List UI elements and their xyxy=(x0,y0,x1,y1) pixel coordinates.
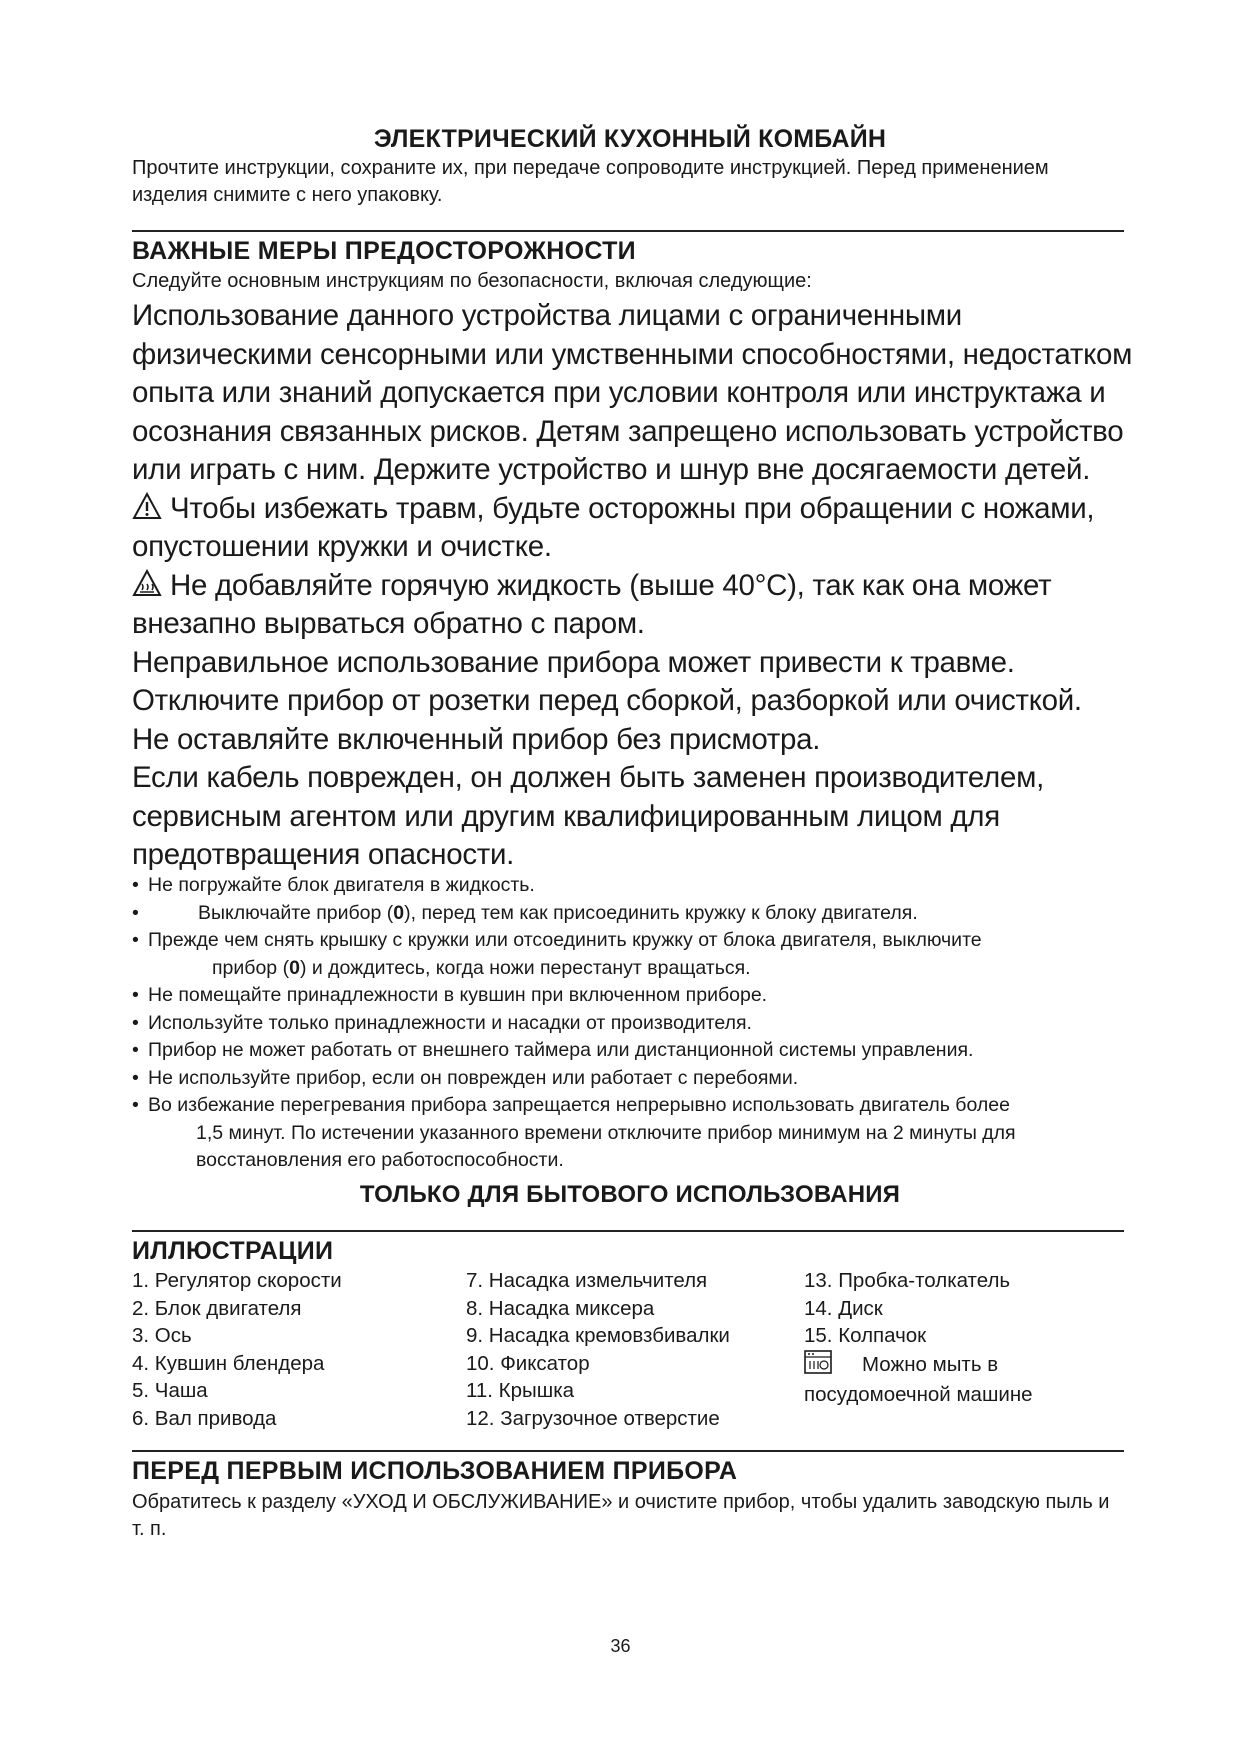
bullet-text: Во избежание перегревания прибора запрещается непрерывно использовать двигатель более xyxy=(148,1094,1010,1116)
safety-bullet-list xyxy=(132,872,1122,1175)
first-use-text: Обратитесь к разделу «УХОД И ОБСЛУЖИВАНИЕ» и очистите прибор, чтобы удалить заводскую пыль и т. п. xyxy=(132,1491,1110,1540)
list-item: • Не помещайте принадлежности в кувшин при включенном приборе. xyxy=(132,982,1122,1010)
list-item: 5. Чаша xyxy=(132,1379,208,1402)
safety-paragraph: Отключите прибор от розетки перед сборкой, разборкой или очисткой. xyxy=(132,684,1082,717)
dishwasher-note xyxy=(804,1350,1033,1382)
list-item: • Прибор не может работать от внешнего таймера или дистанционной системы управления. xyxy=(132,1037,1122,1065)
safety-paragraph: Не оставляйте включенный прибор без присмотра. xyxy=(132,722,821,756)
list-item: 9. Насадка кремовзбивалки xyxy=(466,1324,730,1347)
safety-paragraph: Неправильное использование прибора может привести к травме. xyxy=(132,645,1015,679)
bullet-bold: 0 xyxy=(393,901,405,924)
list-item: 8. Насадка миксера xyxy=(466,1296,655,1320)
list-item: 6. Вал привода xyxy=(132,1406,277,1430)
list-item: 12. Загрузочное отверстие xyxy=(466,1406,720,1430)
dishwasher-text: Можно мыть в xyxy=(862,1352,999,1376)
list-item: 15. Колпачок xyxy=(804,1324,927,1347)
safety-paragraph: Использование данного устройства лицами с ограниченными физическими сенсорными или умственными способностями, недостатком опыта или знаний допускается при условии контроля или инструктажа и осознания связанных рисков. Детям запрещено использовать устройство или играть с ним. Держите устройство и шнур вне досягаемости детей. xyxy=(132,299,1133,486)
warning-icon xyxy=(132,492,164,520)
safety-paragraph-warning xyxy=(132,490,1142,567)
dishwasher-icon xyxy=(804,1350,832,1382)
list-item: 7. Насадка измельчителя xyxy=(466,1269,708,1292)
divider xyxy=(132,230,1124,232)
parts-list-column-3 xyxy=(804,1267,1033,1409)
document-title: ЭЛЕКТРИЧЕСКИЙ КУХОННЫЙ КОМБАЙН xyxy=(373,125,887,153)
list-item: • Не используйте прибор, если он поврежден или работает с перебоями. xyxy=(132,1065,1122,1093)
list-item: • Используйте только принадлежности и насадки от производителя. xyxy=(132,1010,1122,1038)
bullet-text: ) и дождитесь, когда ножи перестанут вращаться. xyxy=(299,956,751,979)
bullet-text: Прежде чем снять крышку с кружки или отсоединить кружку от блока двигателя, выключите xyxy=(148,929,982,951)
bullet-bold: 0 xyxy=(289,956,300,979)
hot-liquid-text: Не добавляйте горячую жидкость (выше 40°C), так как она может внезапно вырваться обратно с паром. xyxy=(132,568,1052,640)
dishwasher-note-line-2: посудомоечной машине xyxy=(804,1383,1033,1406)
bullet-text: прибор ( xyxy=(212,956,290,979)
hot-surface-icon xyxy=(132,569,164,597)
parts-list-column-2 xyxy=(466,1267,730,1432)
first-use-heading: ПЕРЕД ПЕРВЫМ ИСПОЛЬЗОВАНИЕМ ПРИБОРА xyxy=(132,1457,738,1485)
list-item xyxy=(132,900,1122,928)
divider xyxy=(132,1450,1124,1452)
safety-paragraph: Если кабель поврежден, он должен быть заменен производителем, сервисным агентом или другим квалифицированным лицом для предотвращения опасности. xyxy=(132,761,1044,871)
list-item: 1. Регулятор скорости xyxy=(132,1269,342,1292)
safety-intro: Следуйте основным инструкциям по безопасности, включая следующие: xyxy=(132,270,812,292)
list-item: 4. Кувшин блендера xyxy=(132,1351,325,1375)
list-item: • Не погружайте блок двигателя в жидкость. xyxy=(132,872,1122,900)
parts-list-column-1 xyxy=(132,1267,342,1432)
safety-paragraphs xyxy=(132,297,1142,875)
bullet-text: Выключайте прибор ( xyxy=(198,901,394,924)
safety-heading: ВАЖНЫЕ МЕРЫ ПРЕДОСТОРОЖНОСТИ xyxy=(132,237,636,265)
household-use-note: ТОЛЬКО ДЛЯ БЫТОВОГО ИСПОЛЬЗОВАНИЯ xyxy=(359,1181,901,1208)
list-item xyxy=(132,1092,1122,1175)
illustrations-heading: ИЛЛЮСТРАЦИИ xyxy=(132,1237,334,1265)
list-item: 11. Крышка xyxy=(466,1379,575,1402)
list-item: 2. Блок двигателя xyxy=(132,1296,302,1320)
intro-text: Прочтите инструкции, сохраните их, при передаче сопроводите инструкцией. Перед применением изделия снимите с него упаковку. xyxy=(132,157,1049,206)
list-item: 13. Пробка-толкатель xyxy=(804,1269,1011,1292)
list-item: 3. Ось xyxy=(132,1324,192,1347)
page-number: 36 xyxy=(610,1636,631,1656)
bullet-text: ), перед тем как присоединить кружку к блоку двигателя. xyxy=(404,901,918,924)
bullet-continuation xyxy=(148,955,1122,983)
divider xyxy=(132,1230,1124,1232)
warning-text: Чтобы избежать травм, будьте осторожны при обращении с ножами, опустошении кружки и очистке. xyxy=(132,491,1095,563)
list-item: 10. Фиксатор xyxy=(466,1351,590,1375)
safety-paragraph-hot xyxy=(132,567,1142,644)
list-item: 14. Диск xyxy=(804,1296,883,1320)
bullet-continuation: 1,5 минут. По истечении указанного времени отключите прибор минимум на 2 минуты для xyxy=(196,1121,1016,1144)
bullet-continuation: восстановления его работоспособности. xyxy=(196,1149,564,1171)
list-item xyxy=(132,927,1122,982)
